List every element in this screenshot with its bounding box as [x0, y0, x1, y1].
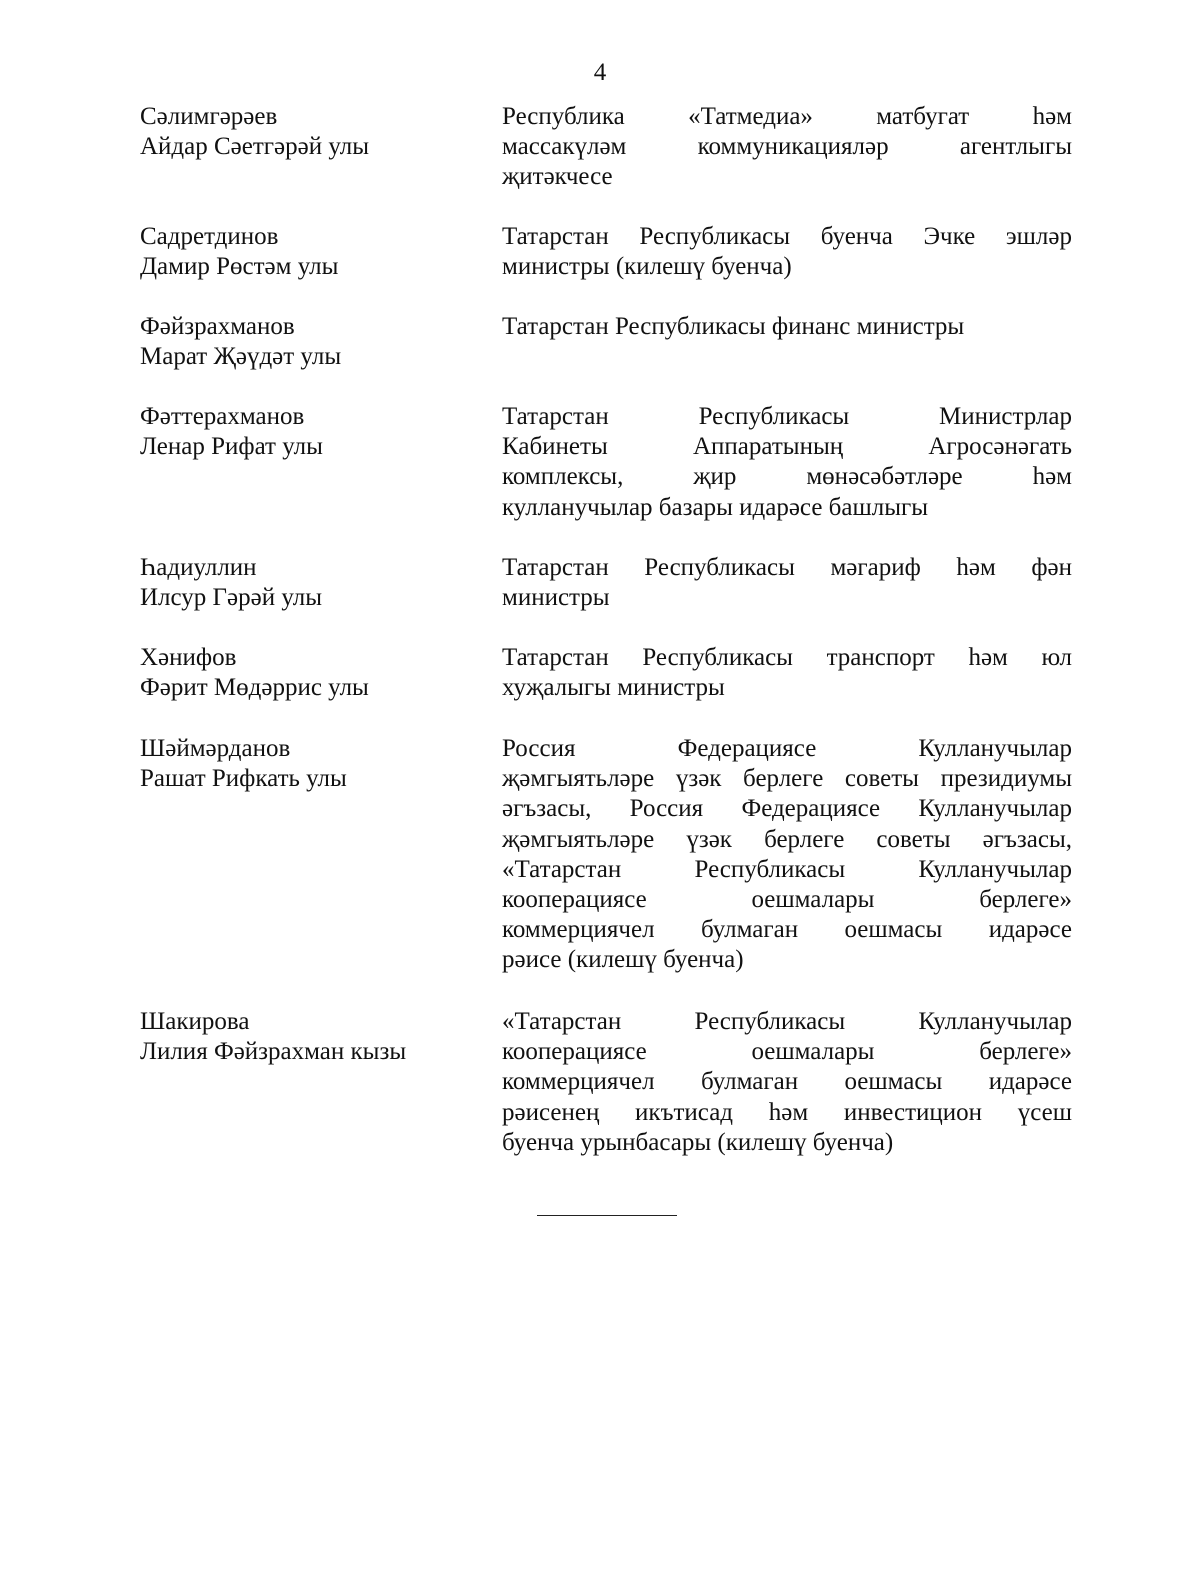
- member-name: [140, 553, 480, 613]
- member-name: [140, 312, 480, 372]
- member-surname: Һадиуллин: [140, 554, 257, 581]
- position-line: «Татарстан Республикасы Кулланучылар: [502, 1008, 1072, 1035]
- position-line: коммерциячел булмаган оешмасы идарәсе: [502, 916, 1072, 944]
- closing-divider: [537, 1215, 677, 1216]
- member-given-name: Лилия Фәйзрахман кызы: [140, 1038, 407, 1065]
- position-line: хуҗалыгы министры: [502, 674, 725, 702]
- position-line: министры (килешү буенча): [502, 253, 792, 281]
- position-line: «Татарстан Республикасы Кулланучылар: [502, 855, 1072, 883]
- member-name: [140, 1007, 480, 1067]
- member-surname: Шәймәрданов: [140, 735, 291, 762]
- member-name: [140, 102, 480, 162]
- member-name: [140, 222, 480, 282]
- position-line: кооперациясе оешмалары берлеге»: [502, 1038, 1072, 1066]
- member-position: [502, 553, 1072, 613]
- position-line: Россия Федерациясе Кулланучылар: [502, 735, 1072, 762]
- member-given-name: Ленар Рифат улы: [140, 433, 323, 460]
- position-line: җәмгыятьләре үзәк берлеге советы әгъзасы,: [502, 825, 1072, 853]
- position-line: комплексы, җир мөнәсәбәтләре һәм: [502, 463, 1072, 491]
- member-given-name: Марат Җәүдәт улы: [140, 343, 342, 370]
- position-line: Татарстан Республикасы финанс министры: [502, 313, 965, 340]
- member-position: [502, 312, 1072, 342]
- position-line: рәисенең икътисад һәм инвестицион үсеш: [502, 1098, 1072, 1126]
- member-surname: Садретдинов: [140, 223, 279, 250]
- member-given-name: Айдар Сәетгәрәй улы: [140, 133, 370, 160]
- member-given-name: Илсур Гәрәй улы: [140, 584, 322, 611]
- member-position: [502, 1007, 1072, 1158]
- member-surname: Сәлимгәрәев: [140, 103, 278, 130]
- position-line: Республика «Татмедиа» матбугат һәм: [502, 103, 1072, 130]
- member-name: [140, 734, 480, 794]
- position-line: рәисе (килешү буенча): [502, 946, 744, 974]
- member-surname: Шакирова: [140, 1008, 250, 1035]
- position-line: кулланучылар базары идарәсе башлыгы: [502, 493, 929, 521]
- position-line: Татарстан Республикасы мәгариф һәм фән: [502, 554, 1072, 581]
- member-position: [502, 102, 1072, 193]
- position-line: кооперациясе оешмалары берлеге»: [502, 886, 1072, 914]
- member-position: [502, 222, 1072, 282]
- member-surname: Фәттерахманов: [140, 403, 305, 430]
- member-position: [502, 643, 1072, 703]
- position-line: әгъзасы, Россия Федерациясе Кулланучылар: [502, 795, 1072, 823]
- position-line: буенча урынбасары (килешү буенча): [502, 1128, 894, 1156]
- member-name: [140, 643, 480, 703]
- member-surname: Фәйзрахманов: [140, 313, 295, 340]
- member-given-name: Рашат Рифкать улы: [140, 765, 347, 792]
- position-line: Татарстан Республикасы транспорт һәм юл: [502, 644, 1072, 671]
- position-line: җитәкчесе: [502, 163, 613, 191]
- position-line: Татарстан Республикасы буенча Эчке эшләр: [502, 223, 1072, 250]
- position-line: Кабинеты Аппаратының Агросәнәгать: [502, 433, 1072, 461]
- member-surname: Хәнифов: [140, 644, 237, 671]
- member-given-name: Дамир Рөстәм улы: [140, 253, 339, 280]
- member-given-name: Фәрит Мөдәррис улы: [140, 674, 369, 701]
- member-position: [502, 734, 1072, 976]
- position-line: коммерциячел булмаган оешмасы идарәсе: [502, 1068, 1072, 1096]
- page-number: 4: [593, 59, 607, 86]
- member-name: [140, 402, 480, 462]
- position-line: Татарстан Республикасы Министрлар: [502, 403, 1072, 430]
- position-line: җәмгыятьләре үзәк берлеге советы президиумы: [502, 765, 1072, 793]
- position-line: массакүләм коммуникацияләр агентлыгы: [502, 133, 1072, 161]
- member-position: [502, 402, 1072, 523]
- position-line: министры: [502, 584, 610, 612]
